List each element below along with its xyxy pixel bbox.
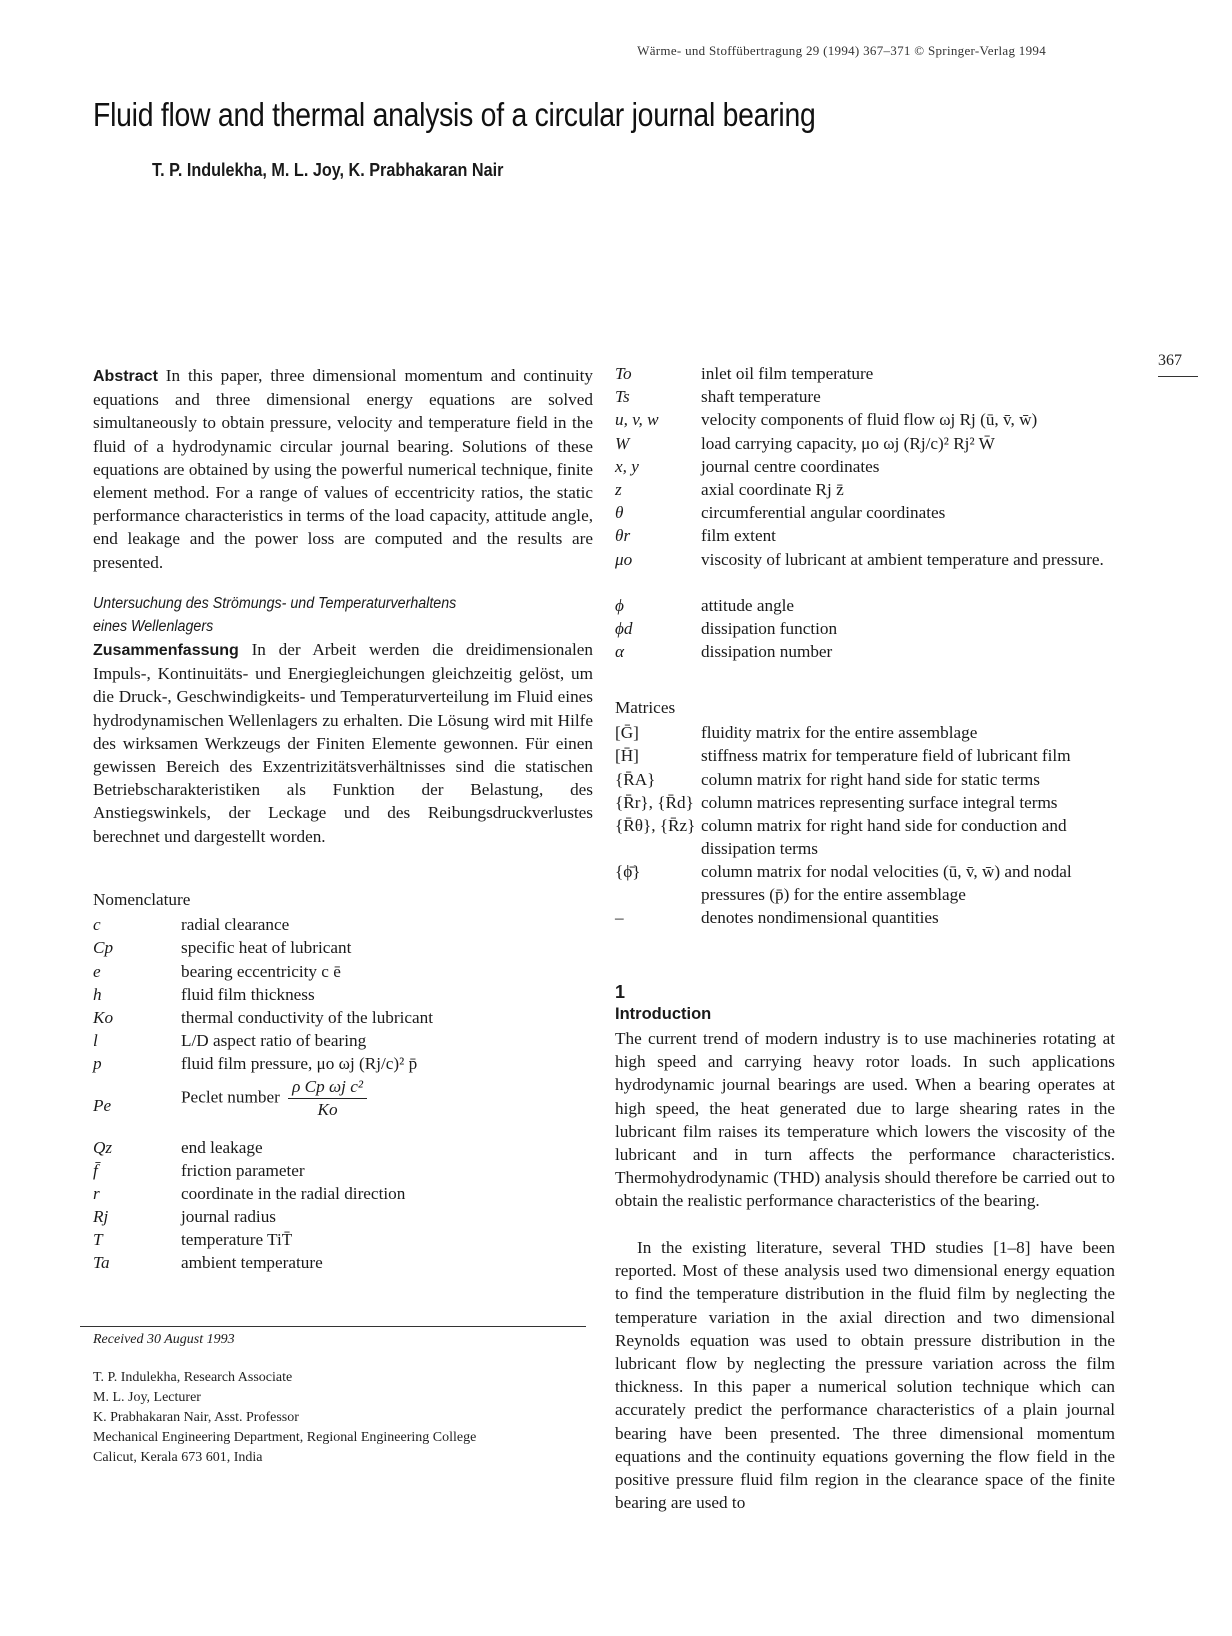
affiliation-line: K. Prabhakaran Nair, Asst. Professor [93, 1410, 299, 1425]
affiliation-line: T. P. Indulekha, Research Associate [93, 1370, 293, 1385]
abstract-text: In this paper, three dimensional momentum and continuity equations and three dimensional energy equations are solved simultaneously to obtain pressure, velocity and temperature field in the fluid of a hydrodynamic circular journal bearing. Solutions of these equations are obtained by using the powerful numerical technique, finite element method. For a range of values of eccentricity ratios, the static performance characteristics in terms of the load capacity, attitude angle, end leakage and the power loss are computed and the results are presented. [93, 366, 593, 572]
matrix-row: – denotes nondimensional quantities [615, 907, 939, 927]
page-number: 367 [1158, 352, 1182, 369]
german-title-line-2: eines Wellenlagers [93, 618, 214, 635]
affiliation-line: Calicut, Kerala 673 601, India [93, 1450, 263, 1465]
nomenclature-row: c radial clearance [93, 915, 290, 935]
zusammenfassung [93, 638, 593, 848]
affiliation-line: M. L. Joy, Lecturer [93, 1390, 201, 1405]
page-number-rule [1158, 376, 1198, 377]
abstract [93, 364, 593, 574]
nomenclature-row: r coordinate in the radial direction [93, 1183, 406, 1203]
nomenclature-row: Ts shaft temperature [615, 387, 821, 407]
received-date: Received 30 August 1993 [93, 1332, 235, 1347]
introduction-paragraph-1: The current trend of modern industry is to use machineries rotating at high speed and carrying heavy rotor loads. In such applications hydrodynamic journal bearings are used. When a bearing operates at high speed, the heat generated due to large shearing rates in the lubricant film raises its temperature which lowers the viscosity of the lubricant and in turn affects the performance characteristics. Thermohydrodynamic (THD) analysis should therefore be carried out to obtain the realistic performance characteristics of the bearing. [615, 1029, 1115, 1211]
authors: T. P. Indulekha, M. L. Joy, K. Prabhakaran Nair [152, 160, 504, 180]
nomenclature-row: u, v, w velocity components of fluid flow ωj Rj (ū, v̄, w̄) [615, 410, 1038, 430]
nomenclature-left [93, 890, 593, 1275]
nomenclature-title: Nomenclature [93, 890, 191, 909]
nomenclature-row: μo viscosity of lubricant at ambient temperature and pressure. [615, 549, 1104, 569]
nomenclature-row: α dissipation number [615, 641, 833, 661]
nomenclature-row: Ta ambient temperature [93, 1253, 323, 1273]
nomenclature-row-peclet: Pe Peclet number $\frac{\text{ρ Cp ωj c²}}{Ko}$ [93, 1076, 593, 1136]
nomenclature-right [615, 362, 1135, 663]
nomenclature-row: h fluid film thickness [93, 984, 315, 1004]
matrix-row: {R̄θ}, {R̄z} column matrix for right hand side for conduction and dissipation terms [615, 815, 1067, 859]
section-number: 1 [615, 982, 626, 1002]
nomenclature-row: Rj journal radius [93, 1207, 276, 1227]
matrix-row: {R̄A} column matrix for right hand side for static terms [615, 769, 1040, 789]
nomenclature-row: T temperature TiT̄ [93, 1230, 293, 1250]
nomenclature-row: ϕ attitude angle [615, 595, 795, 615]
zusammenfassung-label: Zusammenfassung [93, 642, 239, 659]
peclet-fraction [288, 1076, 367, 1121]
footer-rule [80, 1326, 586, 1327]
peclet-denominator: Ko [317, 1099, 338, 1119]
section-title: Introduction [615, 1005, 712, 1023]
paper-title: Fluid flow and thermal analysis of a circular journal bearing [93, 96, 816, 133]
nomenclature-row: θ circumferential angular coordinates [615, 503, 946, 523]
affiliations [93, 1368, 476, 1468]
introduction-paragraph-2: In the existing literature, several THD studies [1–8] have been reported. Most of these analysis used two dimensional energy equation to find the temperature distribution in the fluid film by neglecting the temperature variation in the axial direction and two dimensional Reynolds equation was used to obtain pressure distribution in the lubricant flow by neglecting the pressure variation across the film thickness. In this paper a numerical solution technique which can accurately predict the performance characteristics of a plain journal bearing have been presented. The three dimensional momentum equations and the continuity equations governing the flow field in the positive pressure fluid film region in the clearance space of the finite bearing are used to [615, 1238, 1115, 1513]
nomenclature-row: Ko thermal conductivity of the lubricant [93, 1007, 434, 1027]
nomenclature-row: e bearing eccentricity c ē [93, 961, 341, 981]
affiliation-line: Mechanical Engineering Department, Regional Engineering College [93, 1430, 477, 1445]
nomenclature-row: ϕd dissipation function [615, 618, 838, 638]
nomenclature-row: z axial coordinate Rj z̄ [615, 479, 844, 499]
matrices-section [615, 698, 1135, 929]
nomenclature-row: To inlet oil film temperature [615, 364, 874, 383]
nomenclature-row: x, y journal centre coordinates [615, 456, 880, 476]
nomenclature-row: W load carrying capacity, μo ωj (Rj/c)² Rj² W̄ [615, 433, 995, 453]
abstract-label: Abstract [93, 368, 158, 385]
journal-header: Wärme- und Stoffübertragung 29 (1994) 367–371 © Springer-Verlag 1994 [637, 43, 1046, 58]
matrix-row: [Ḡ] fluidity matrix for the entire assemblage [615, 723, 978, 743]
nomenclature-row: f̄ friction parameter [93, 1160, 305, 1180]
nomenclature-row: l L/D aspect ratio of bearing [93, 1031, 367, 1051]
nomenclature-row: θr film extent [615, 526, 776, 546]
matrix-row: {R̄r}, {R̄d} column matrices representing surface integral terms [615, 792, 1058, 812]
nomenclature-row: Cp specific heat of lubricant [93, 938, 352, 958]
german-title-line-1: Untersuchung des Strömungs- und Temperaturverhaltens [93, 595, 457, 612]
matrix-row: [H̄] stiffness matrix for temperature field of lubricant film [615, 746, 1071, 766]
peclet-numerator: ρ Cp ωj c² [288, 1076, 367, 1099]
zusammenfassung-text: In der Arbeit werden die dreidimensionalen Impuls-, Kontinuitäts- und Energiegleichungen gleichzeitig gelöst, um die Druck-, Geschwindigkeits- und Temperaturverteilung im Fluid eines hydrodynamischen Wellenlagers zu erhalten. Die Lösung wird mit Hilfe des wirksamen Werkzeugs der Finiten Elemente gewonnen. Für einen gewissen Bereich des Exzentrizitätsverhältnisses sind die statischen Betriebscharakteristiken als Funktion der Belastung, des Anstiegswinkels, der Leckage und des Reibungsdruckverlustes berechnet und dargestellt worden. [93, 640, 594, 846]
nomenclature-row: Qz end leakage [93, 1137, 263, 1157]
matrix-row: {ϕ̄} column matrix for nodal velocities (ū, v̄, w̄) and nodal pressures (p̄) for the entire assemblage [615, 861, 1072, 905]
peclet-label: Peclet number [181, 1086, 280, 1106]
nomenclature-row: p fluid film pressure, μo ωj (Rj/c)² p̄ [93, 1054, 418, 1074]
matrices-title: Matrices [615, 698, 676, 717]
